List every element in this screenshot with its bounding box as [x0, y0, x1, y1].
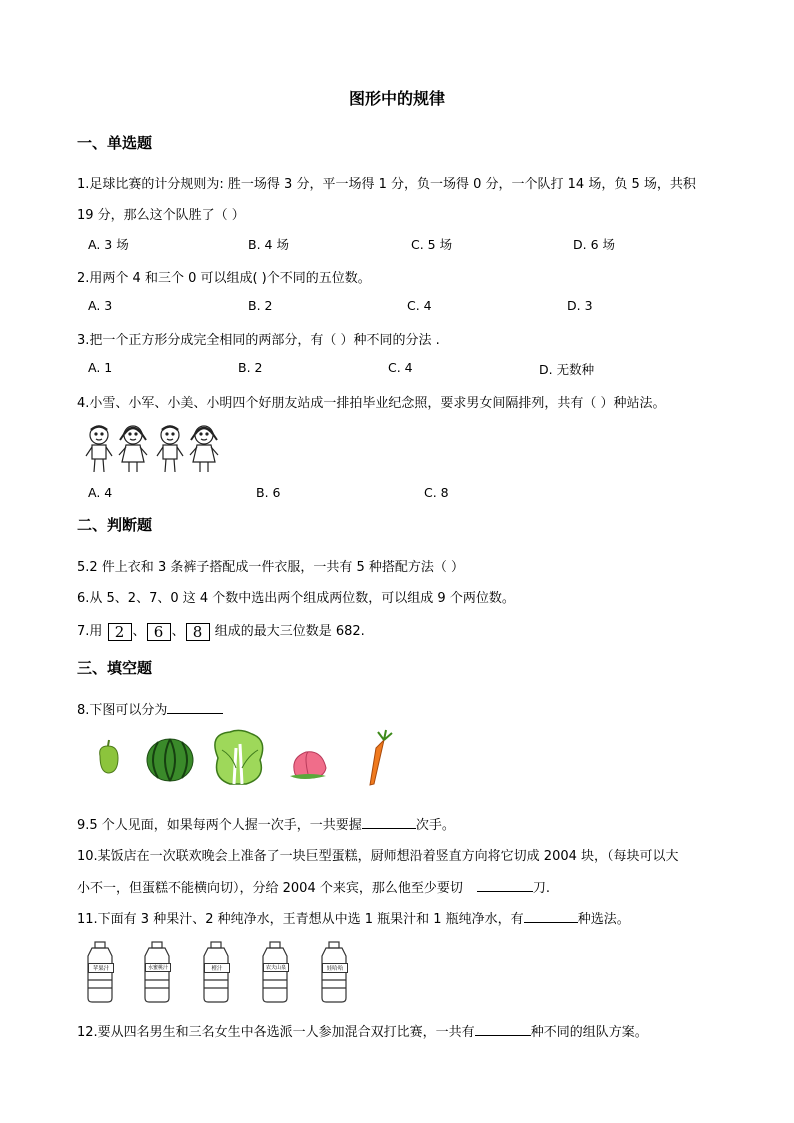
q1-option-b[interactable]: B. 4 场: [248, 237, 289, 252]
q11-text-before: 11.下面有 3 种果汁、2 种纯净水，王青想从中选 1 瓶果汁和 1 瓶纯净水，有: [77, 912, 524, 927]
question-5: 5.2 件上衣和 3 条裤子搭配成一件衣服，一共有 5 种搭配方法（ ）: [77, 560, 465, 575]
q4-option-b[interactable]: B. 6: [256, 485, 281, 500]
q2-option-b[interactable]: B. 2: [248, 298, 273, 313]
section-heading-true-false: 二、判断题: [77, 516, 153, 534]
q4-option-a[interactable]: A. 4: [88, 485, 113, 500]
q7-sep-2: 、: [171, 624, 185, 639]
q12-text-before: 12.要从四名男生和三名女生中各选派一人参加混合双打比赛，一共有: [77, 1025, 475, 1040]
q10-text-after: 刀.: [532, 881, 550, 896]
vegetables-fruits-illustration: [90, 728, 410, 788]
peach-icon: [290, 752, 326, 779]
q2-option-d[interactable]: D. 3: [567, 298, 593, 313]
q2-option-a[interactable]: A. 3: [88, 298, 113, 313]
section-heading-single-choice: 一、单选题: [77, 134, 153, 152]
q7-suffix: 组成的最大三位数是 682.: [214, 624, 365, 639]
q9-answer-blank[interactable]: [362, 816, 416, 829]
bottle-label-peach-juice: 水蜜桃汁: [145, 963, 171, 972]
question-6: 6.从 5、2、7、0 这 4 个数中选出两个组成两位数，可以组成 9 个两位数。: [77, 591, 515, 606]
q8-answer-blank[interactable]: [167, 701, 223, 714]
q3-option-c[interactable]: C. 4: [388, 360, 413, 375]
carrot-icon: [370, 730, 392, 785]
question-8: [77, 699, 223, 718]
q8-text: 8.下图可以分为: [77, 703, 168, 718]
digit-card-6: 6: [147, 623, 171, 641]
q12-answer-blank[interactable]: [475, 1023, 531, 1036]
question-1-line-1: 1.足球比赛的计分规则为: 胜一场得 3 分，平一场得 1 分，负一场得 0 分，一个队打 14 场，负 5 场，共积: [77, 177, 696, 192]
q12-text-after: 种不同的组队方案。: [530, 1025, 648, 1040]
question-10-line-1: 10.某饭店在一次联欢晚会上准备了一块巨型蛋糕，厨师想沿着竖直方向将它切成 2004 块，（每块可以大: [77, 849, 679, 864]
q9-text-before: 9.5 个人见面，如果每两个人握一次手，一共要握: [77, 818, 362, 833]
bottles-row: [82, 940, 362, 1004]
question-7: [77, 620, 365, 641]
q3-option-d[interactable]: D. 无数种: [539, 362, 595, 377]
bottle-label-apple-juice: 苹果汁: [88, 963, 114, 973]
q1-option-c[interactable]: C. 5 场: [411, 237, 453, 252]
digit-card-8: 8: [186, 623, 210, 641]
question-9: [77, 814, 455, 833]
q11-answer-blank[interactable]: [524, 910, 578, 923]
four-children-illustration: [82, 422, 224, 476]
section-heading-fill-blank: 三、填空题: [77, 659, 153, 677]
question-4: 4.小雪、小军、小美、小明四个好朋友站成一排拍毕业纪念照，要求男女间隔排列，共有（ ）种站法。: [77, 396, 666, 411]
page-title: 图形中的规律: [348, 89, 445, 108]
q9-text-after: 次手。: [415, 818, 455, 833]
q11-text-after: 种选法。: [577, 912, 630, 927]
q3-option-b[interactable]: B. 2: [238, 360, 263, 375]
question-10-line-2: [77, 877, 550, 896]
q2-option-c[interactable]: C. 4: [407, 298, 432, 313]
q7-sep-1: 、: [132, 624, 146, 639]
digit-card-2: 2: [108, 623, 132, 641]
bottle-label-wahaha-water: 娃哈哈: [322, 963, 348, 973]
question-1-line-2: 19 分，那么这个队胜了（ ）: [77, 208, 245, 223]
question-3: 3.把一个正方形分成完全相同的两部分，有（ ）种不同的分法 .: [77, 333, 440, 348]
cabbage-icon: [215, 730, 263, 784]
pepper-icon: [100, 740, 118, 773]
q10-text-before: 小不一，但蛋糕不能横向切），分给 2004 个来宾，那么他至少要切: [77, 881, 463, 896]
q3-option-a[interactable]: A. 1: [88, 360, 113, 375]
q1-option-a[interactable]: A. 3 场: [88, 237, 129, 252]
q10-answer-blank[interactable]: [477, 879, 533, 892]
q1-option-d[interactable]: D. 6 场: [573, 237, 615, 252]
bottle-label-nongfu-water: 农夫山泉: [263, 963, 289, 972]
q7-prefix: 7.用: [77, 624, 103, 639]
question-11: [77, 908, 630, 927]
watermelon-icon: [147, 739, 193, 781]
question-12: [77, 1021, 648, 1040]
q4-option-c[interactable]: C. 8: [424, 485, 449, 500]
bottle-label-orange-juice: 橙汁: [204, 963, 230, 973]
question-2: 2.用两个 4 和三个 0 可以组成( )个不同的五位数。: [77, 271, 371, 286]
